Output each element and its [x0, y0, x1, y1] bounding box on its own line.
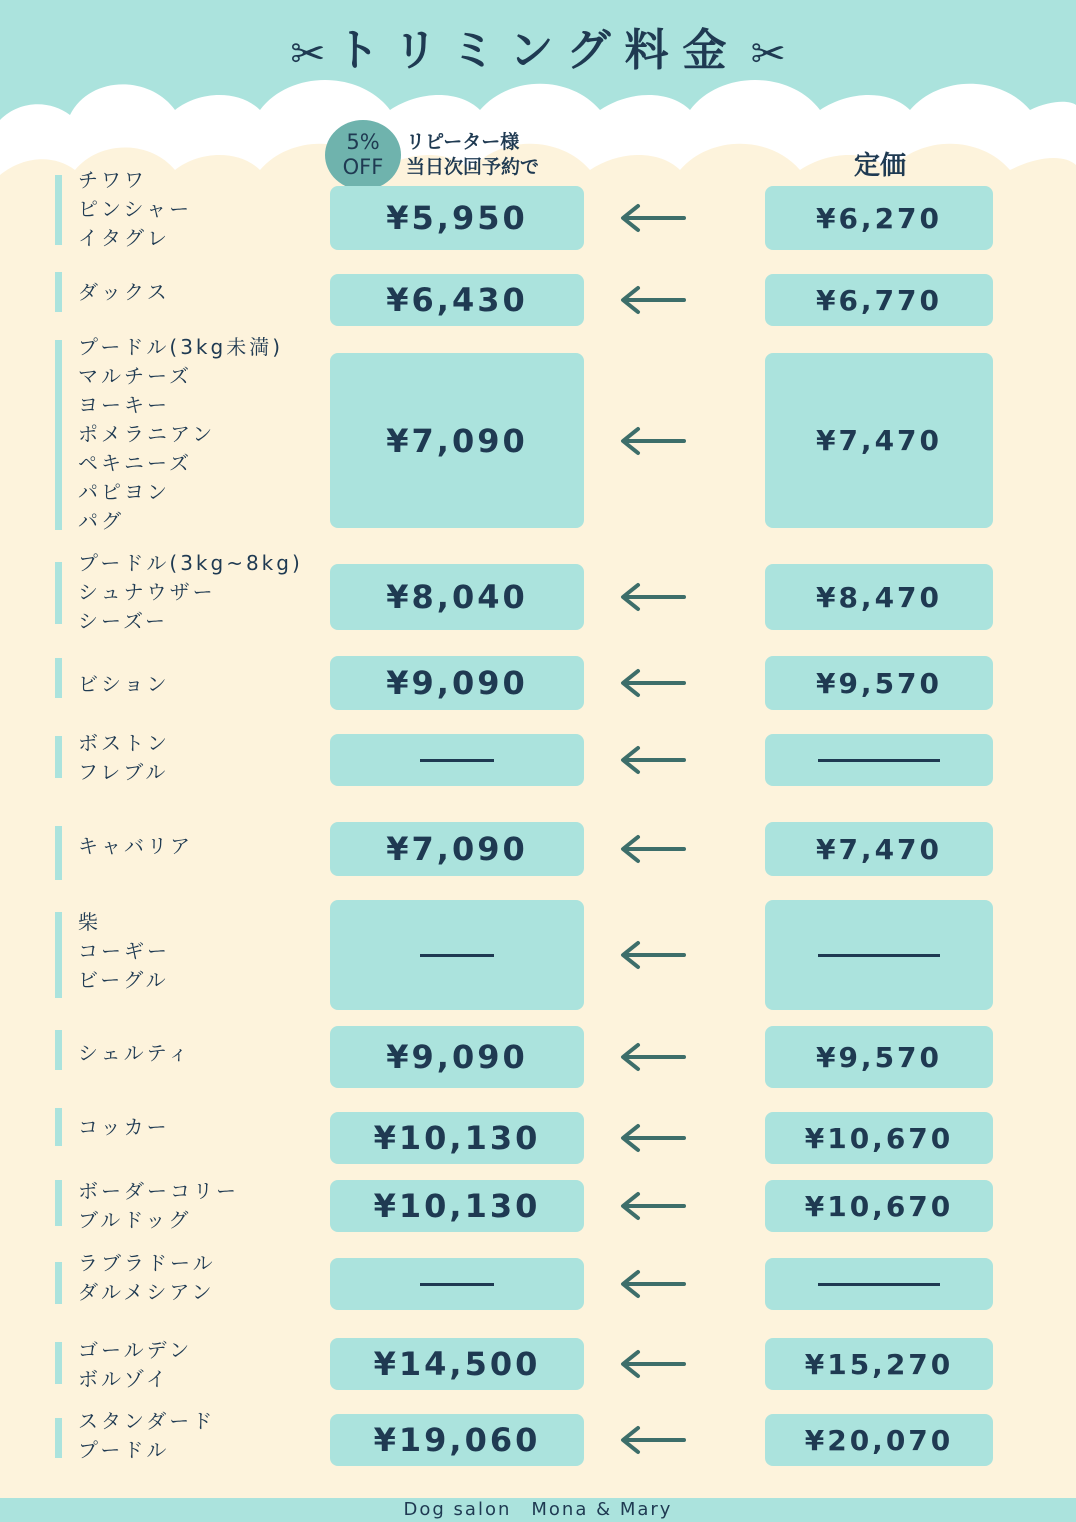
breed-name: パグ — [78, 509, 124, 533]
not-available-dash — [818, 1283, 940, 1286]
row-accent-bar — [55, 1180, 62, 1226]
regular-price-box — [765, 900, 993, 1010]
breed-name: スタンダード — [78, 1409, 216, 1433]
regular-price: ¥9,570 — [815, 1040, 943, 1074]
regular-price-box — [765, 1338, 993, 1390]
regular-price: ¥15,270 — [804, 1347, 954, 1381]
row-accent-bar — [55, 826, 62, 880]
arrow-left-icon — [618, 1191, 688, 1221]
discount-price-box — [330, 186, 584, 250]
regular-price: ¥20,070 — [804, 1423, 954, 1457]
breed-list — [78, 908, 170, 995]
discount-price: ¥6,430 — [386, 281, 528, 319]
breed-name: ブルドッグ — [78, 1208, 192, 1232]
discount-price-box — [330, 564, 584, 630]
page-title — [0, 14, 1076, 78]
row-accent-bar — [55, 1418, 62, 1458]
discount-price-box — [330, 1180, 584, 1232]
breed-list — [78, 1177, 239, 1235]
discount-price: ¥9,090 — [386, 1038, 528, 1076]
breed-list — [78, 832, 193, 861]
discount-price-box — [330, 900, 584, 1010]
breed-list — [78, 549, 303, 636]
discount-price: ¥9,090 — [386, 664, 528, 702]
breed-list — [78, 1039, 191, 1068]
regular-price: ¥8,470 — [815, 580, 943, 614]
breed-name: ビション — [78, 672, 170, 696]
regular-price-label: 定価 — [854, 151, 907, 181]
regular-price-box — [765, 822, 993, 876]
regular-price-box — [765, 1026, 993, 1088]
repeater-line1: リピーター様 — [406, 131, 520, 153]
row-accent-bar — [55, 272, 62, 312]
discount-price: ¥8,040 — [386, 578, 528, 616]
discount-price-box — [330, 353, 584, 528]
arrow-left-icon — [618, 1349, 688, 1379]
arrow-left-icon — [618, 1123, 688, 1153]
arrow-left-icon — [618, 834, 688, 864]
row-accent-bar — [55, 1108, 62, 1146]
breed-list — [78, 333, 283, 536]
regular-price: ¥7,470 — [815, 832, 943, 866]
breed-name: ダックス — [78, 280, 170, 304]
row-accent-bar — [55, 340, 62, 530]
repeater-note — [406, 130, 539, 180]
regular-price: ¥7,470 — [815, 424, 943, 457]
badge-percent: 5% — [346, 130, 380, 154]
arrow-left-icon — [618, 582, 688, 612]
arrow-left-icon — [618, 203, 688, 233]
not-available-dash — [818, 759, 940, 762]
row-accent-bar — [55, 1262, 62, 1304]
discount-price: ¥7,090 — [386, 830, 528, 868]
breed-name: シェルティ — [78, 1041, 191, 1065]
row-accent-bar — [55, 658, 62, 698]
scissors-icon: ✂ — [750, 28, 786, 78]
breed-name: ダルメシアン — [78, 1280, 215, 1304]
breed-list — [78, 1407, 215, 1465]
discount-price: ¥5,950 — [386, 199, 528, 237]
breed-name: ピンシャー — [78, 197, 193, 221]
not-available-dash — [818, 954, 940, 957]
row-accent-bar — [55, 175, 62, 245]
breed-name: ゴールデン — [78, 1338, 193, 1362]
regular-price: ¥6,770 — [815, 283, 943, 317]
not-available-dash — [420, 759, 494, 762]
regular-price-box — [765, 564, 993, 630]
breed-name: プードル — [78, 1438, 170, 1462]
breed-list — [78, 670, 170, 699]
breed-name: ヨーキー — [78, 393, 170, 417]
regular-price: ¥6,270 — [815, 201, 943, 235]
regular-price-box — [765, 656, 993, 710]
discount-price-box — [330, 1258, 584, 1310]
discount-badge — [325, 120, 401, 190]
breed-list — [78, 729, 170, 787]
breed-list — [78, 1336, 192, 1394]
breed-name: ボルゾイ — [78, 1367, 169, 1391]
row-accent-bar — [55, 1030, 62, 1070]
discount-price: ¥14,500 — [373, 1345, 541, 1383]
breed-name: 柴 — [78, 910, 101, 934]
breed-name: ボストン — [78, 731, 170, 755]
arrow-left-icon — [618, 1425, 688, 1455]
regular-price-box — [765, 1112, 993, 1164]
breed-name: イタグレ — [78, 226, 170, 250]
row-accent-bar — [55, 1342, 62, 1384]
scissors-icon: ✂ — [290, 28, 326, 78]
not-available-dash — [420, 1283, 494, 1286]
footer: Dog salon Mona & Mary — [0, 1498, 1076, 1522]
breed-name: コーギー — [78, 939, 170, 963]
arrow-left-icon — [618, 940, 688, 970]
regular-price-box — [765, 353, 993, 528]
repeater-line2: 当日次回予約で — [406, 156, 540, 178]
breed-name: ビーグル — [78, 968, 169, 992]
breed-name: チワワ — [78, 168, 147, 192]
not-available-dash — [420, 954, 494, 957]
arrow-left-icon — [618, 668, 688, 698]
regular-price-box — [765, 734, 993, 786]
breed-name: プードル(3kg~8kg) — [78, 551, 303, 575]
discount-price: ¥10,130 — [373, 1119, 541, 1157]
breed-name: キャバリア — [78, 834, 193, 858]
row-accent-bar — [55, 912, 62, 998]
arrow-left-icon — [618, 1042, 688, 1072]
discount-price: ¥10,130 — [373, 1187, 541, 1225]
regular-price-box — [765, 1414, 993, 1466]
discount-price-box — [330, 656, 584, 710]
arrow-left-icon — [618, 745, 688, 775]
discount-price-box — [330, 1112, 584, 1164]
regular-price: ¥10,670 — [804, 1121, 954, 1155]
breed-name: プードル(3kg未満) — [78, 335, 284, 359]
row-accent-bar — [55, 562, 62, 624]
discount-price-box — [330, 1338, 584, 1390]
discount-price: ¥7,090 — [386, 421, 528, 460]
regular-price-box — [765, 186, 993, 250]
regular-price: ¥10,670 — [804, 1189, 954, 1223]
breed-name: マルチーズ — [78, 364, 192, 388]
breed-list — [78, 1113, 170, 1142]
regular-price: ¥9,570 — [815, 666, 943, 700]
discount-price-box — [330, 274, 584, 326]
discount-price-box — [330, 1414, 584, 1466]
breed-name: コッカー — [78, 1115, 170, 1139]
row-accent-bar — [55, 736, 62, 778]
regular-price-box — [765, 1258, 993, 1310]
breed-name: ラブラドール — [78, 1251, 216, 1275]
breed-list — [78, 166, 192, 253]
breed-list — [78, 1249, 216, 1307]
breed-name: パピヨン — [78, 480, 170, 504]
breed-name: ペキニーズ — [78, 451, 192, 475]
arrow-left-icon — [618, 426, 688, 456]
arrow-left-icon — [618, 1269, 688, 1299]
arrow-left-icon — [618, 285, 688, 315]
discount-price-box — [330, 1026, 584, 1088]
discount-price: ¥19,060 — [373, 1421, 541, 1459]
regular-price-box — [765, 1180, 993, 1232]
discount-price-box — [330, 822, 584, 876]
breed-name: ポメラニアン — [78, 422, 216, 446]
breed-list — [78, 278, 170, 307]
breed-name: シュナウザー — [78, 580, 216, 604]
discount-price-box — [330, 734, 584, 786]
breed-name: シーズー — [78, 609, 168, 633]
title-text: トリミング料金 — [335, 25, 741, 76]
breed-name: ボーダーコリー — [78, 1179, 239, 1203]
breed-name: フレブル — [78, 760, 169, 784]
regular-price-box — [765, 274, 993, 326]
badge-off: OFF — [342, 155, 384, 179]
